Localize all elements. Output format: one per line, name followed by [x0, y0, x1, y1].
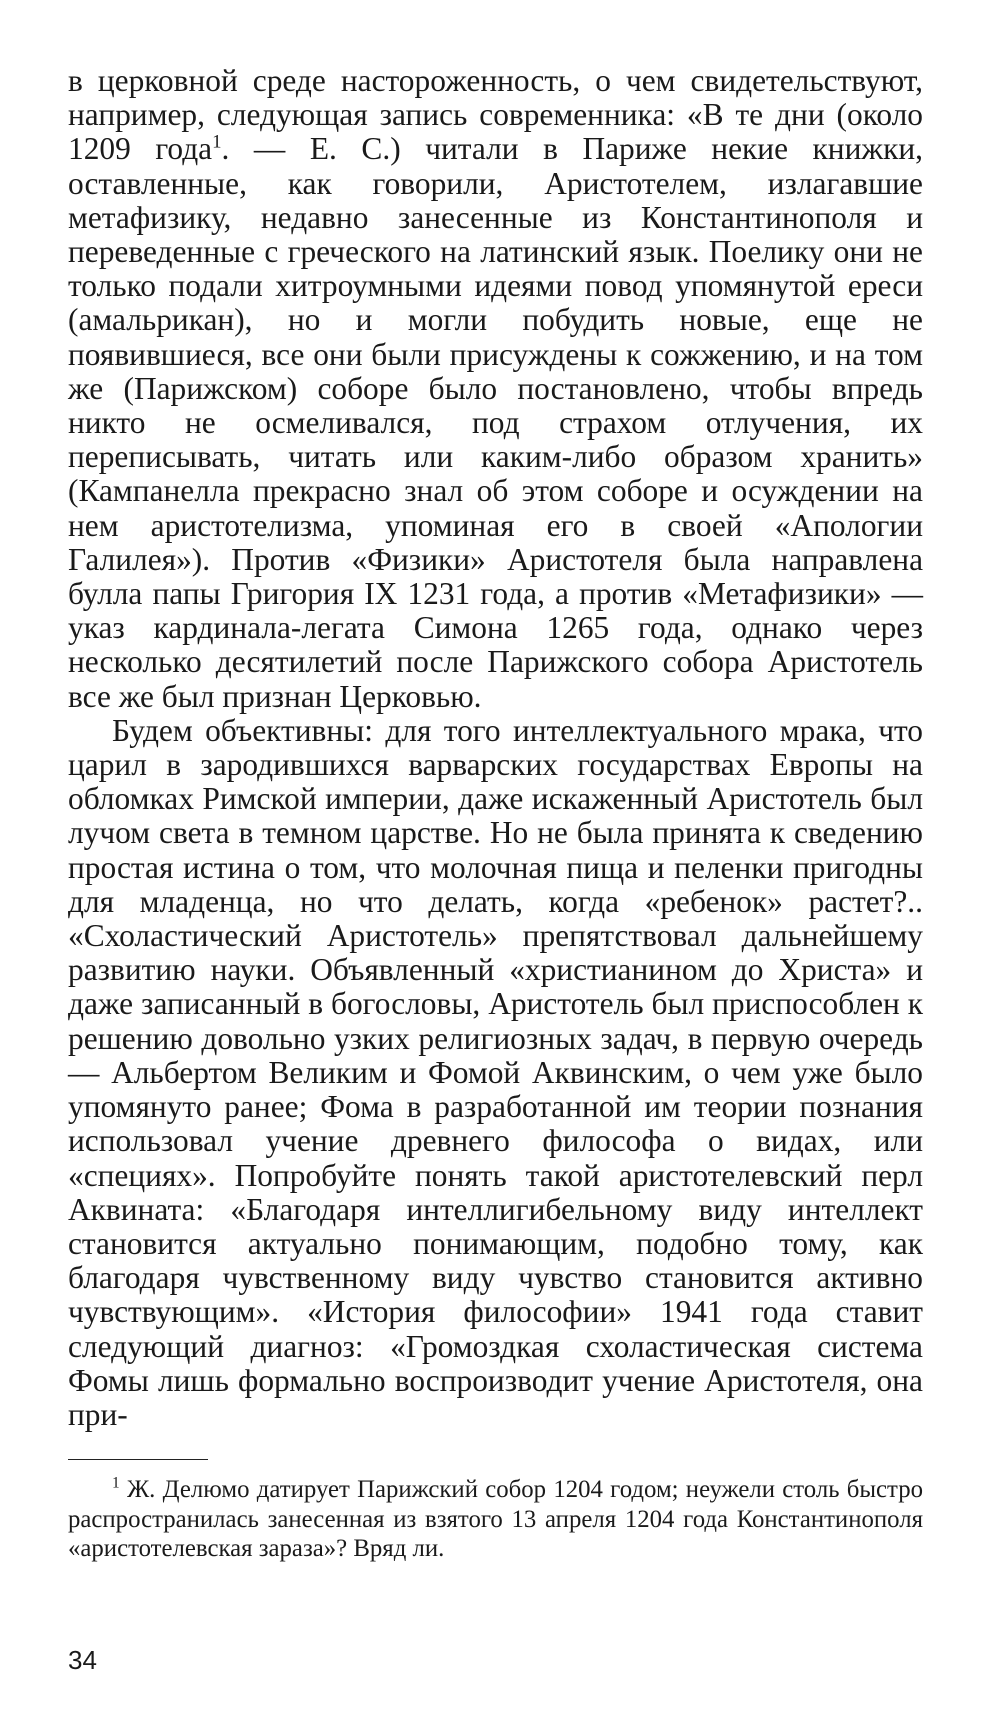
paragraph-2 [68, 714, 923, 1432]
footnote-ref-1: 1 [212, 131, 222, 153]
page-number: 34 [68, 1645, 97, 1675]
footnote-separator [68, 1459, 208, 1460]
footnotes [68, 1475, 923, 1564]
footnote-1-text: Ж. Делюмо датирует Парижский собор 1204 годом; неужели столь быстро распространилась занесенная из взятого 13 апреля 1204 года Константинополя «аристотелевская зараза»? Вряд ли. [68, 1476, 923, 1562]
paragraph-2-text: Будем объективны: для того интеллектуального мрака, что царил в зародившихся варварских государствах Европы на обломках Римской империи, даже искаженный Аристотель был лучом света в темном царстве. Но не была принята к сведению простая истина о том, что молочная пища и пеленки пригодны для младенца, но что делать, когда «ребенок» растет?.. «Схоластический Аристотель» препятствовал дальнейшему развитию науки. Объявленный «христианином до Христа» и даже записанный в богословы, Аристотель был приспособлен к решению довольно узких религиозных задач, в первую очередь — Альбертом Великим и Фомой Аквинским, о чем уже было упомянуто ранее; Фома в разработанной им теории познания использовал учение древнего философа о видах, или «специях». Попробуйте понять такой аристотелевский перл Аквината: «Благодаря интеллигибельному виду интеллект становится актуально понимающим, подобно тому, как благодаря чувственному виду чувство становится активно чувствующим». «История философии» 1941 года ставит следующий диагноз: «Громоздкая схоластическая система Фомы лишь формально воспроизводит учение Аристотеля, она при- [68, 712, 923, 1432]
paragraph-1-text: в церковной среде настороженность, о чем свидетельствуют, например, следующая запись современника: «В те дни (около 1209 года [68, 63, 923, 167]
paragraph-1 [68, 64, 923, 714]
footnote-1-marker: 1 [112, 1474, 120, 1492]
body-text [68, 64, 923, 1432]
footnote-1 [68, 1475, 923, 1564]
paragraph-1-text-after: . — Е. С.) читали в Париже некие книжки, оставленные, как говорили, Аристотелем, излагавшие метафизику, недавно занесенные из Константинополя и переведенные с греческого на латинский язык. Поелику они не только подали хитроумными идеями повод упомянутой ереси (амальрикан), но и могли побудить новые, еще не появившиеся, все они были присуждены к сожжению, и на том же (Парижском) соборе было постановлено, чтобы впредь никто не осмеливался, под страхом отлучения, их переписывать, читать или каким-либо образом хранить» (Кампанелла прекрасно знал об этом соборе и осуждении на нем аристотелизма, упоминая его в своей «Апологии Галилея»). Против «Физики» Аристотеля была направлена булла папы Григория IX 1231 года, а против «Метафизики» — указ кардинала-легата Симона 1265 года, однако через несколько десятилетий после Парижского собора Аристотель все же был признан Церковью. [68, 131, 923, 714]
